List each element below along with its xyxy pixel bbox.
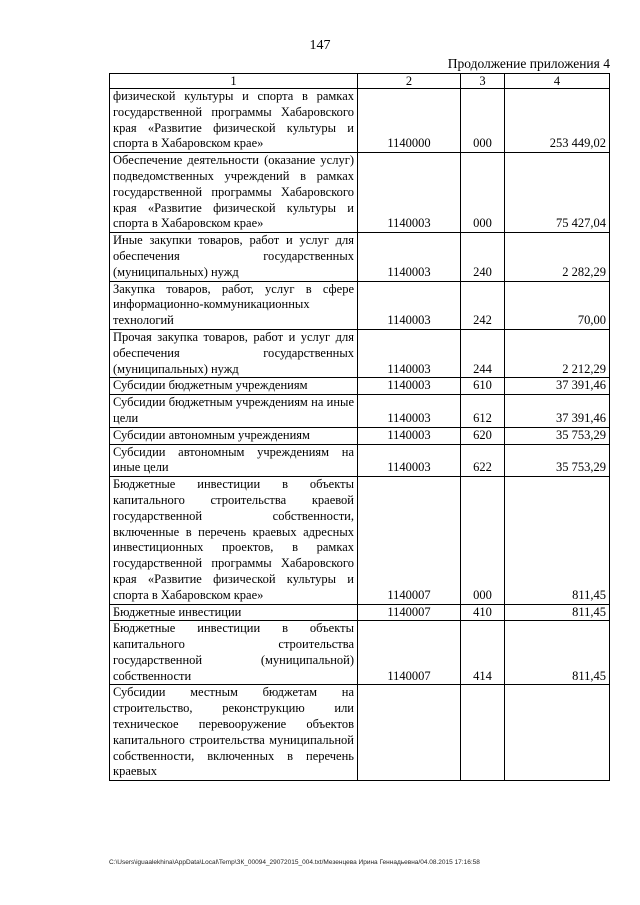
row-expense-type: 240 — [461, 233, 505, 281]
row-expense-type: 242 — [461, 281, 505, 329]
row-code: 1140000 — [358, 89, 461, 153]
column-header: 2 — [358, 74, 461, 89]
row-code: 1140003 — [358, 233, 461, 281]
row-amount: 35 753,29 — [505, 427, 610, 444]
row-amount: 811,45 — [505, 621, 610, 685]
table-row — [110, 378, 610, 395]
row-name: физической культуры и спорта в рамках государственной программы Хабаровского края «Развитие физической культуры и спорта в Хабаровском крае» — [110, 89, 358, 153]
row-amount: 35 753,29 — [505, 444, 610, 477]
row-code — [358, 685, 461, 781]
row-name: Субсидии местным бюджетам на строительство, реконструкцию или техническое перевооружение объектов капитального строительства муниципальной собственности, включенных в перечень краевых — [110, 685, 358, 781]
table-row — [110, 444, 610, 477]
row-name: Субсидии автономным учреждениям на иные цели — [110, 444, 358, 477]
row-amount: 37 391,46 — [505, 378, 610, 395]
row-code: 1140003 — [358, 427, 461, 444]
row-name: Иные закупки товаров, работ и услуг для обеспечения государственных (муниципальных) нужд — [110, 233, 358, 281]
row-code: 1140003 — [358, 153, 461, 233]
table-row — [110, 621, 610, 685]
table-row — [110, 604, 610, 621]
table-row — [110, 329, 610, 377]
row-code: 1140007 — [358, 477, 461, 604]
table-row — [110, 427, 610, 444]
row-expense-type: 620 — [461, 427, 505, 444]
row-code: 1140003 — [358, 444, 461, 477]
row-name: Субсидии бюджетным учреждениям на иные цели — [110, 395, 358, 428]
table-row — [110, 153, 610, 233]
table-row — [110, 477, 610, 604]
row-amount: 70,00 — [505, 281, 610, 329]
file-path-footer: C:\Users\iguaalekhina\AppData\Local\Temp\ЗК_00094_29072015_004.txt/Мезенцева Ирина Геннадьевна/04.08.2015 17:16:58 — [109, 859, 480, 866]
row-name: Бюджетные инвестиции в объекты капитального строительства краевой государственной собственности, включенные в перечень краевых адресных инвестиционных проектов, в рамках государственной программы Хабаровского края «Развитие физической культуры и спорта в Хабаровском крае» — [110, 477, 358, 604]
table-row — [110, 685, 610, 781]
row-code: 1140007 — [358, 621, 461, 685]
row-code: 1140003 — [358, 281, 461, 329]
column-header: 4 — [505, 74, 610, 89]
budget-table — [109, 73, 610, 781]
continuation-caption: Продолжение приложения 4 — [447, 56, 610, 71]
row-amount: 2 282,29 — [505, 233, 610, 281]
row-name: Субсидии автономным учреждениям — [110, 427, 358, 444]
row-name: Бюджетные инвестиции — [110, 604, 358, 621]
row-name: Прочая закупка товаров, работ и услуг для обеспечения государственных (муниципальных) нужд — [110, 329, 358, 377]
row-amount: 811,45 — [505, 604, 610, 621]
row-code: 1140007 — [358, 604, 461, 621]
table-row — [110, 233, 610, 281]
page-number: 147 — [309, 38, 331, 53]
row-code: 1140003 — [358, 329, 461, 377]
table-row — [110, 89, 610, 153]
row-expense-type: 622 — [461, 444, 505, 477]
header-row — [110, 74, 610, 89]
column-header: 3 — [461, 74, 505, 89]
row-expense-type: 000 — [461, 89, 505, 153]
row-expense-type — [461, 685, 505, 781]
row-amount: 75 427,04 — [505, 153, 610, 233]
row-name: Бюджетные инвестиции в объекты капитального строительства государственной (муниципальной) собственности — [110, 621, 358, 685]
row-amount: 2 212,29 — [505, 329, 610, 377]
row-expense-type: 414 — [461, 621, 505, 685]
row-expense-type: 410 — [461, 604, 505, 621]
row-amount — [505, 685, 610, 781]
row-name: Субсидии бюджетным учреждениям — [110, 378, 358, 395]
row-expense-type: 612 — [461, 395, 505, 428]
row-name: Закупка товаров, работ, услуг в сфере информационно-коммуникационных технологий — [110, 281, 358, 329]
row-expense-type: 610 — [461, 378, 505, 395]
column-header: 1 — [110, 74, 358, 89]
row-amount: 253 449,02 — [505, 89, 610, 153]
row-code: 1140003 — [358, 378, 461, 395]
table-row — [110, 281, 610, 329]
row-expense-type: 244 — [461, 329, 505, 377]
row-code: 1140003 — [358, 395, 461, 428]
row-expense-type: 000 — [461, 477, 505, 604]
row-name: Обеспечение деятельности (оказание услуг) подведомственных учреждений в рамках государственной программы Хабаровского края «Развитие физической культуры и спорта в Хабаровском крае» — [110, 153, 358, 233]
row-expense-type: 000 — [461, 153, 505, 233]
row-amount: 37 391,46 — [505, 395, 610, 428]
table-row — [110, 395, 610, 428]
row-amount: 811,45 — [505, 477, 610, 604]
